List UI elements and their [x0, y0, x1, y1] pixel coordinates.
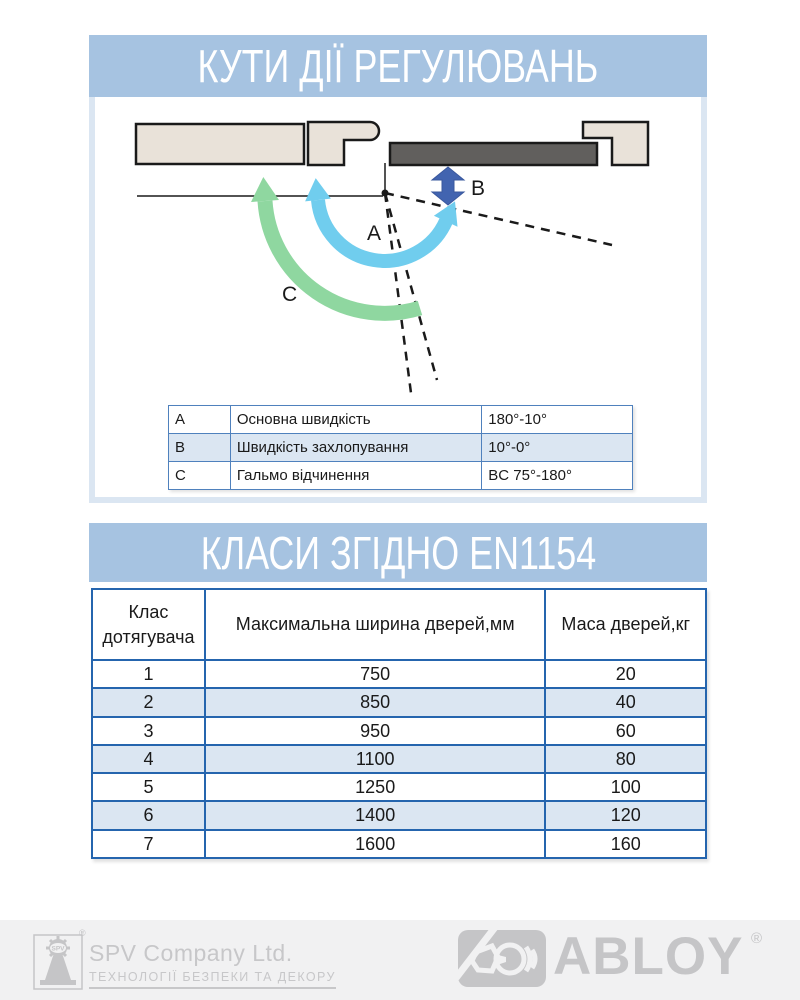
- spv-company-block: [89, 940, 336, 989]
- classes-section-header: [89, 523, 707, 582]
- class-cell: 6: [92, 801, 205, 829]
- mass-cell: 120: [545, 801, 706, 829]
- adjustments-table: [168, 405, 633, 490]
- diagram-label-c: C: [282, 283, 298, 306]
- table-header-row: [92, 589, 706, 660]
- spv-company-tagline: ТЕХНОЛОГІЇ БЕЗПЕКИ ТА ДЕКОРУ: [89, 970, 336, 989]
- mass-cell: 60: [545, 717, 706, 745]
- width-cell: 1600: [205, 830, 546, 858]
- diagram-label-a: A: [367, 222, 382, 245]
- col-header-mass: Маса дверей,кг: [545, 589, 706, 660]
- mass-cell: 40: [545, 688, 706, 716]
- adjustment-value: 10°-0°: [482, 434, 633, 462]
- table-row: [92, 745, 706, 773]
- table-row: [92, 717, 706, 745]
- spv-banner: [40, 980, 76, 985]
- width-cell: 950: [205, 717, 546, 745]
- door-80deg-dashed-line-2: [385, 193, 437, 380]
- adjustment-key: C: [169, 462, 231, 490]
- adjustment-key: B: [169, 434, 231, 462]
- abloy-registered-mark: ®: [751, 930, 763, 947]
- door-75deg-dashed-line-1: [385, 193, 411, 393]
- spv-logo-text: SPV: [51, 945, 65, 953]
- table-row: [92, 830, 706, 858]
- wall-left: [136, 124, 304, 164]
- table-row: [92, 688, 706, 716]
- classes-section-title: КЛАСИ ЗГІДНО EN1154: [200, 526, 596, 579]
- spv-body: [45, 956, 71, 980]
- table-row: [169, 462, 633, 490]
- width-cell: 1400: [205, 801, 546, 829]
- mass-cell: 100: [545, 773, 706, 801]
- adjustment-value: 180°-10°: [482, 406, 633, 434]
- class-cell: 4: [92, 745, 205, 773]
- col-header-class: Клас дотягувача: [92, 589, 205, 660]
- abloy-logo-icon: [458, 930, 546, 987]
- spv-registered-mark: ®: [79, 928, 86, 938]
- angles-section: [89, 35, 707, 503]
- door-10deg-dashed-line: [385, 193, 612, 245]
- width-cell: 1250: [205, 773, 546, 801]
- adjustment-value: BC 75°-180°: [482, 462, 633, 490]
- width-cell: 750: [205, 660, 546, 688]
- class-cell: 1: [92, 660, 205, 688]
- class-cell: 5: [92, 773, 205, 801]
- spv-logo-icon: [33, 934, 83, 990]
- door-leaf-closed: [390, 143, 597, 165]
- angles-section-title: КУТИ ДІЇ РЕГУЛЮВАНЬ: [197, 40, 599, 92]
- table-row: [169, 406, 633, 434]
- mass-cell: 160: [545, 830, 706, 858]
- adjustment-name: Основна швидкість: [230, 406, 481, 434]
- table-row: [92, 773, 706, 801]
- mass-cell: 20: [545, 660, 706, 688]
- en1154-classes-table: [91, 588, 707, 859]
- latch-speed-arrow-b: [432, 167, 464, 205]
- adjustment-name: Гальмо відчинення: [230, 462, 481, 490]
- angles-section-header: [89, 35, 707, 97]
- table-row: [169, 434, 633, 462]
- door-closer-angle-diagram: [95, 97, 701, 402]
- table-row: [92, 801, 706, 829]
- class-cell: 3: [92, 717, 205, 745]
- adjustment-key: A: [169, 406, 231, 434]
- class-cell: 2: [92, 688, 205, 716]
- door-frame-left: [308, 122, 379, 165]
- spv-company-name: SPV Company Ltd.: [89, 940, 293, 966]
- adjustment-name: Швидкість захлопування: [230, 434, 481, 462]
- diagram-label-b: B: [471, 177, 486, 200]
- main-speed-arc-a: [305, 178, 457, 261]
- col-header-max-width: Максимальна ширина дверей,мм: [205, 589, 546, 660]
- mass-cell: 80: [545, 745, 706, 773]
- abloy-logo-text: ABLOY: [553, 927, 744, 986]
- width-cell: 1100: [205, 745, 546, 773]
- class-cell: 7: [92, 830, 205, 858]
- width-cell: 850: [205, 688, 546, 716]
- table-row: [92, 660, 706, 688]
